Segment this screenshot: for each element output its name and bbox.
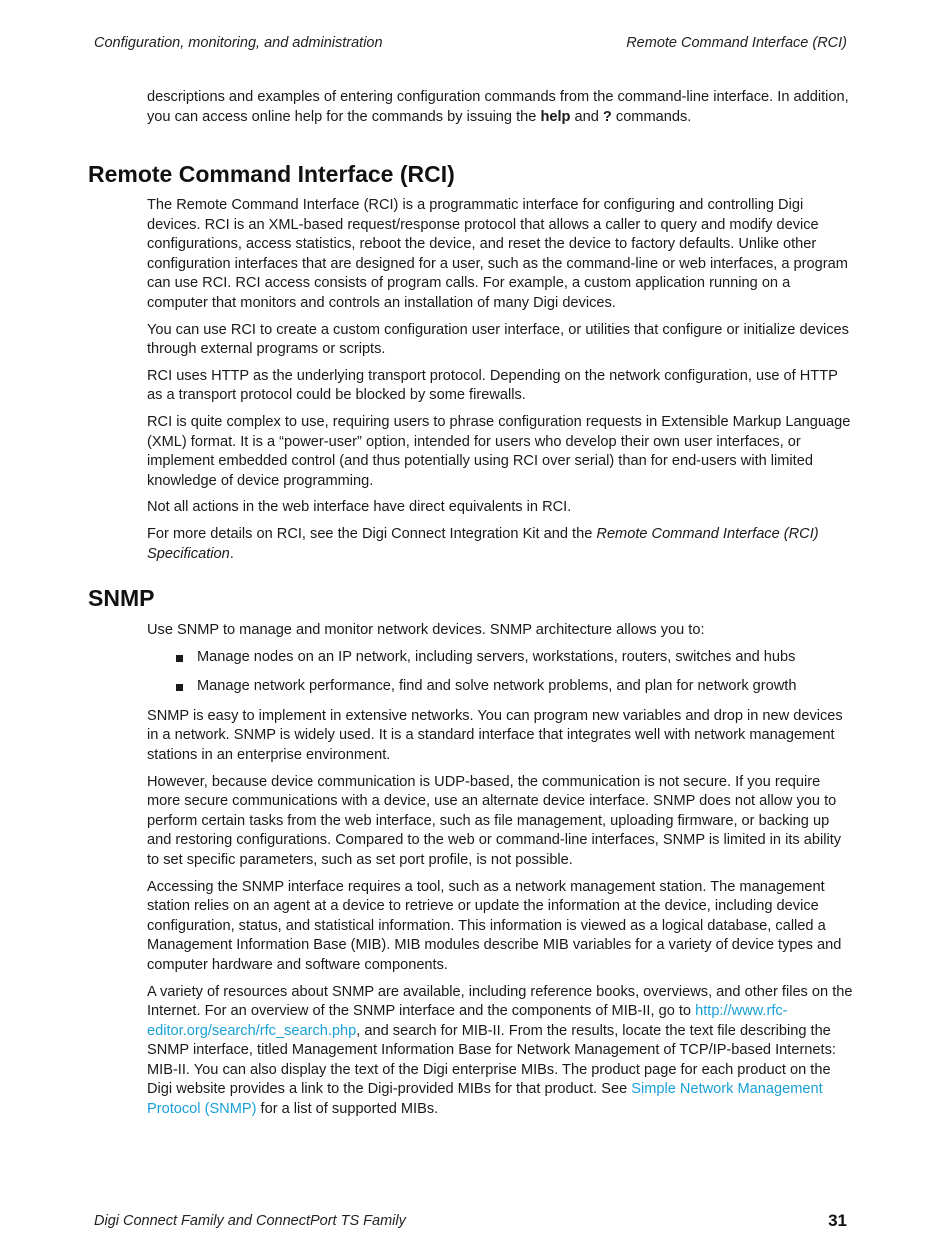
rci-spec-title: Remote Command Interface (RCI) Specification — [147, 525, 819, 562]
bullet-text: Manage network performance, find and solve network problems, and plan for network growth — [197, 678, 797, 695]
rci-p6-text: For more details on RCI, see the Digi Connect Integration Kit and the — [147, 525, 597, 542]
rci-paragraph-3: RCI uses HTTP as the underlying transport protocol. Depending on the network configuration, use of HTTP as a transport protocol could be blocked by some firewalls. — [147, 367, 838, 404]
rci-paragraph-6 — [147, 525, 855, 564]
snmp-paragraph-4: Accessing the SNMP interface requires a tool, such as a network management station. The management station relies on an agent at a device to retrieve or update the information at the device, including device configuration, status, and statistical information. This information is viewed as a logical database, called a Management Information Base (MIB). MIB modules describe MIB variables for a variety of device types and computer hardware and software components. — [147, 878, 842, 973]
intro-paragraph — [147, 88, 855, 127]
snmp-reference-link[interactable]: Simple Network Management Protocol (SNMP) — [147, 1081, 823, 1118]
rci-heading: Remote Command Interface (RCI) — [88, 161, 455, 187]
snmp-section — [147, 621, 855, 1127]
square-bullet-icon — [176, 684, 183, 691]
rfc-editor-link[interactable]: http://www.rfc-editor.org/search/rfc_search.php — [147, 1003, 788, 1039]
rci-p6-end: . — [229, 545, 234, 562]
page-number: 31 — [828, 1211, 847, 1230]
snmp-paragraph-2: SNMP is easy to implement in extensive networks. You can program new variables and drop in new devices in a network. SNMP is widely used. It is a standard interface that integrates well with network management stations in an enterprise environment. — [147, 707, 843, 763]
rci-paragraph-1: The Remote Command Interface (RCI) is a programmatic interface for configuring and controlling Digi devices. RCI is an XML-based request/response protocol that allows a caller to query and modify device configurations, access statistics, reboot the device, and reset the device to factory defaults. Unlike other configuration interfaces that are designed for a user, such as the command-line or web interfaces, a program can use RCI. RCI access consists of program calls. For example, a custom application running on a computer that monitors and controls an installation of many Digi devices. — [147, 197, 848, 311]
list-item — [175, 677, 855, 697]
question-command: ? — [602, 108, 612, 125]
rci-paragraph-4: RCI is quite complex to use, requiring users to phrase configuration requests in Extensible Markup Language (XML) format. It is a “power-user” option, intended for users who develop their own user interfaces, or implement embedded control (and thus potentially using RCI over serial) than for end-users with limited knowledge of device programming. — [147, 413, 851, 489]
intro-section — [147, 88, 855, 134]
bullet-text: Manage nodes on an IP network, including servers, workstations, routers, switches and hubs — [197, 648, 796, 665]
snmp-p5-mid: , and search for MIB-II. From the results, locate the text file describing the SNMP interface, titled Management Information Base for Network Management of TCP/IP-based Internets: MIB-II. You can also display the text of the Digi enterprise MIBs. The product page for each product on the Digi website provides a link to the Digi-provided MIBs for that product. See — [147, 1022, 836, 1098]
snmp-heading: SNMP — [88, 585, 155, 611]
rci-section — [147, 196, 855, 571]
snmp-paragraph-5 — [147, 983, 855, 1120]
snmp-p5-text: A variety of resources about SNMP are available, including reference books, overviews, and other files on the Internet. For an overview of the SNMP interface and the components of MIB-II, go to — [147, 983, 853, 1020]
snmp-paragraph-3: However, because device communication is UDP-based, the communication is not secure. If you require more secure communications with a device, use an alternate device interface. SNMP does not allow you to perform certain tasks from the web interface, such as file management, uploading firmware, or backing up and restoring configurations. Compared to the web or command-line interfaces, SNMP is limited in its ability to set specific parameters, such as set port profile, is not possible. — [147, 773, 842, 868]
rci-paragraph-2: You can use RCI to create a custom configuration user interface, or utilities that configure or initialize devices through external programs or scripts. — [147, 321, 849, 358]
snmp-bullet-list — [147, 648, 855, 697]
intro-and: and — [570, 108, 603, 125]
square-bullet-icon — [176, 655, 183, 662]
list-item — [175, 648, 855, 668]
intro-text: descriptions and examples of entering configuration commands from the command-line interface. In addition, you can access online help for the commands by issuing the — [147, 89, 849, 125]
running-footer-left: Digi Connect Family and ConnectPort TS Family — [94, 1213, 406, 1229]
snmp-p5-end: for a list of supported MIBs. — [256, 1101, 439, 1118]
help-command: help — [540, 108, 571, 125]
rci-paragraph-5: Not all actions in the web interface have direct equivalents in RCI. — [147, 499, 572, 516]
running-header-right: Remote Command Interface (RCI) — [626, 35, 847, 51]
snmp-paragraph-1: Use SNMP to manage and monitor network devices. SNMP architecture allows you to: — [147, 622, 705, 638]
intro-text-end: commands. — [611, 108, 692, 125]
running-header-left: Configuration, monitoring, and administration — [94, 35, 383, 51]
